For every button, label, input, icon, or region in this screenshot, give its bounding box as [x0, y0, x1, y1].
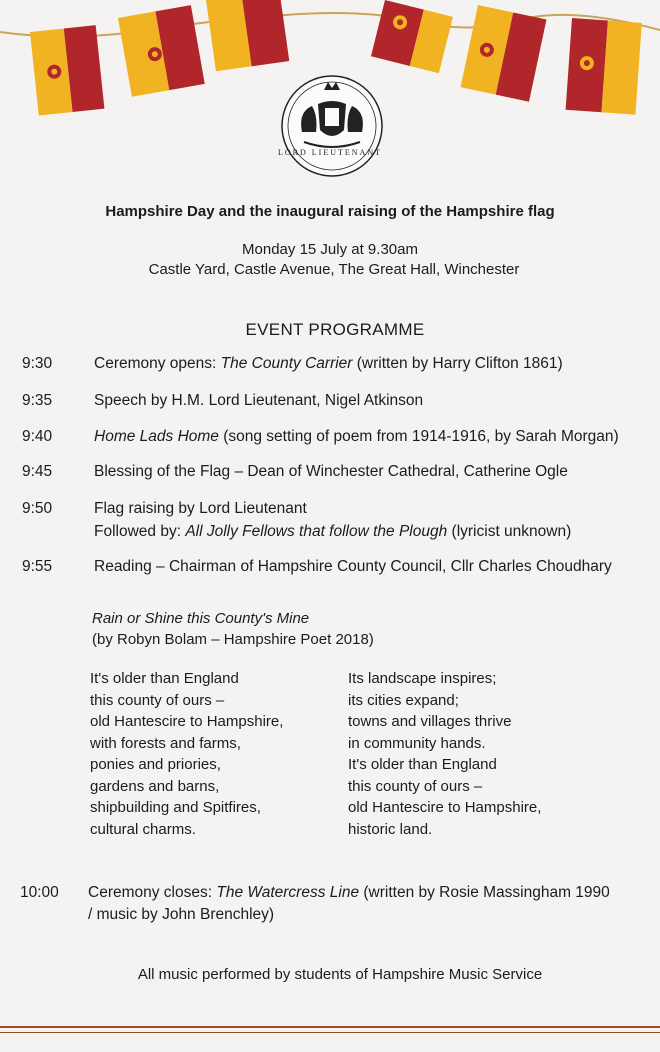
poem-line: gardens and barns,: [90, 777, 220, 795]
item-time: 9:30: [22, 355, 53, 372]
poem-line: Its landscape inspires;: [348, 670, 497, 687]
item-description: Home Lads Home (song setting of poem from 1914-1916, by Sarah Morgan): [94, 428, 619, 445]
poem-byline: (by Robyn Bolam – Hampshire Poet 2018): [92, 631, 374, 648]
programme-heading: EVENT PROGRAMME: [245, 320, 425, 339]
item-description: Blessing of the Flag – Dean of Winchester Cathedral, Catherine Ogle: [94, 463, 568, 480]
item-time: 9:55: [22, 558, 53, 575]
item-description-continued: / music by John Brenchley): [88, 906, 275, 923]
poem-title: Rain or Shine this County's Mine: [92, 610, 310, 627]
item-description: Reading – Chairman of Hampshire County Council, Cllr Charles Choudhary: [94, 558, 612, 575]
poem-line: cultural charms.: [90, 820, 196, 838]
bottom-rule: [0, 1026, 660, 1028]
poem-line: this county of ours –: [348, 777, 483, 795]
poem-line: with forests and farms,: [90, 734, 241, 752]
event-title: Hampshire Day and the inaugural raising of the Hampshire flag: [105, 203, 555, 220]
hampshire-flag-3: [206, 0, 289, 71]
poem-line: this county of ours –: [90, 691, 225, 709]
item-description: Flag raising by Lord Lieutenant: [94, 500, 307, 517]
item-description: Speech by H.M. Lord Lieutenant, Nigel Atkinson: [94, 392, 424, 409]
hampshire-flag-6: [566, 18, 642, 115]
poem-line: It's older than England: [348, 756, 497, 773]
lord-lieutenant-crest-icon: [278, 72, 386, 180]
hampshire-flag-1: [30, 25, 104, 115]
poem-line: in community hands.: [348, 734, 486, 752]
poem-line: It's older than England: [90, 670, 239, 687]
hampshire-flag-2: [118, 5, 205, 97]
hampshire-flag-5: [461, 5, 547, 102]
poem-stanza-right: [348, 668, 541, 840]
item-time: 9:50: [22, 500, 53, 517]
poem-line: shipbuilding and Spitfires,: [90, 799, 261, 816]
poem-line: its cities expand;: [348, 691, 459, 709]
poem-line: towns and villages thrive: [348, 713, 512, 730]
item-time: 9:45: [22, 463, 53, 480]
hampshire-flag-4: [371, 0, 453, 73]
footer-note: All music performed by students of Hampshire Music Service: [137, 966, 543, 983]
item-time: 9:35: [22, 392, 53, 409]
crest-ring-text: LORD LIEUTENANT: [278, 148, 382, 157]
event-venue: Castle Yard, Castle Avenue, The Great Hall, Winchester: [148, 261, 520, 278]
item-description: Ceremony opens: The County Carrier (written by Harry Clifton 1861): [94, 355, 563, 372]
poem-line: old Hantescire to Hampshire,: [90, 713, 284, 730]
item-followup: Followed by: All Jolly Fellows that follow the Plough (lyricist unknown): [94, 523, 572, 540]
bottom-rule-thin: [0, 1032, 660, 1033]
event-date-time: Monday 15 July at 9.30am: [242, 241, 418, 258]
item-time: 10:00: [20, 884, 59, 901]
poem-line: old Hantescire to Hampshire,: [348, 799, 542, 816]
item-description: Ceremony closes: The Watercress Line (written by Rosie Massingham 1990: [88, 884, 610, 901]
poem-stanza-left: [90, 668, 283, 840]
item-time: 9:40: [22, 428, 53, 445]
poem-line: ponies and priories,: [90, 756, 221, 773]
poem-line: historic land.: [348, 820, 433, 838]
